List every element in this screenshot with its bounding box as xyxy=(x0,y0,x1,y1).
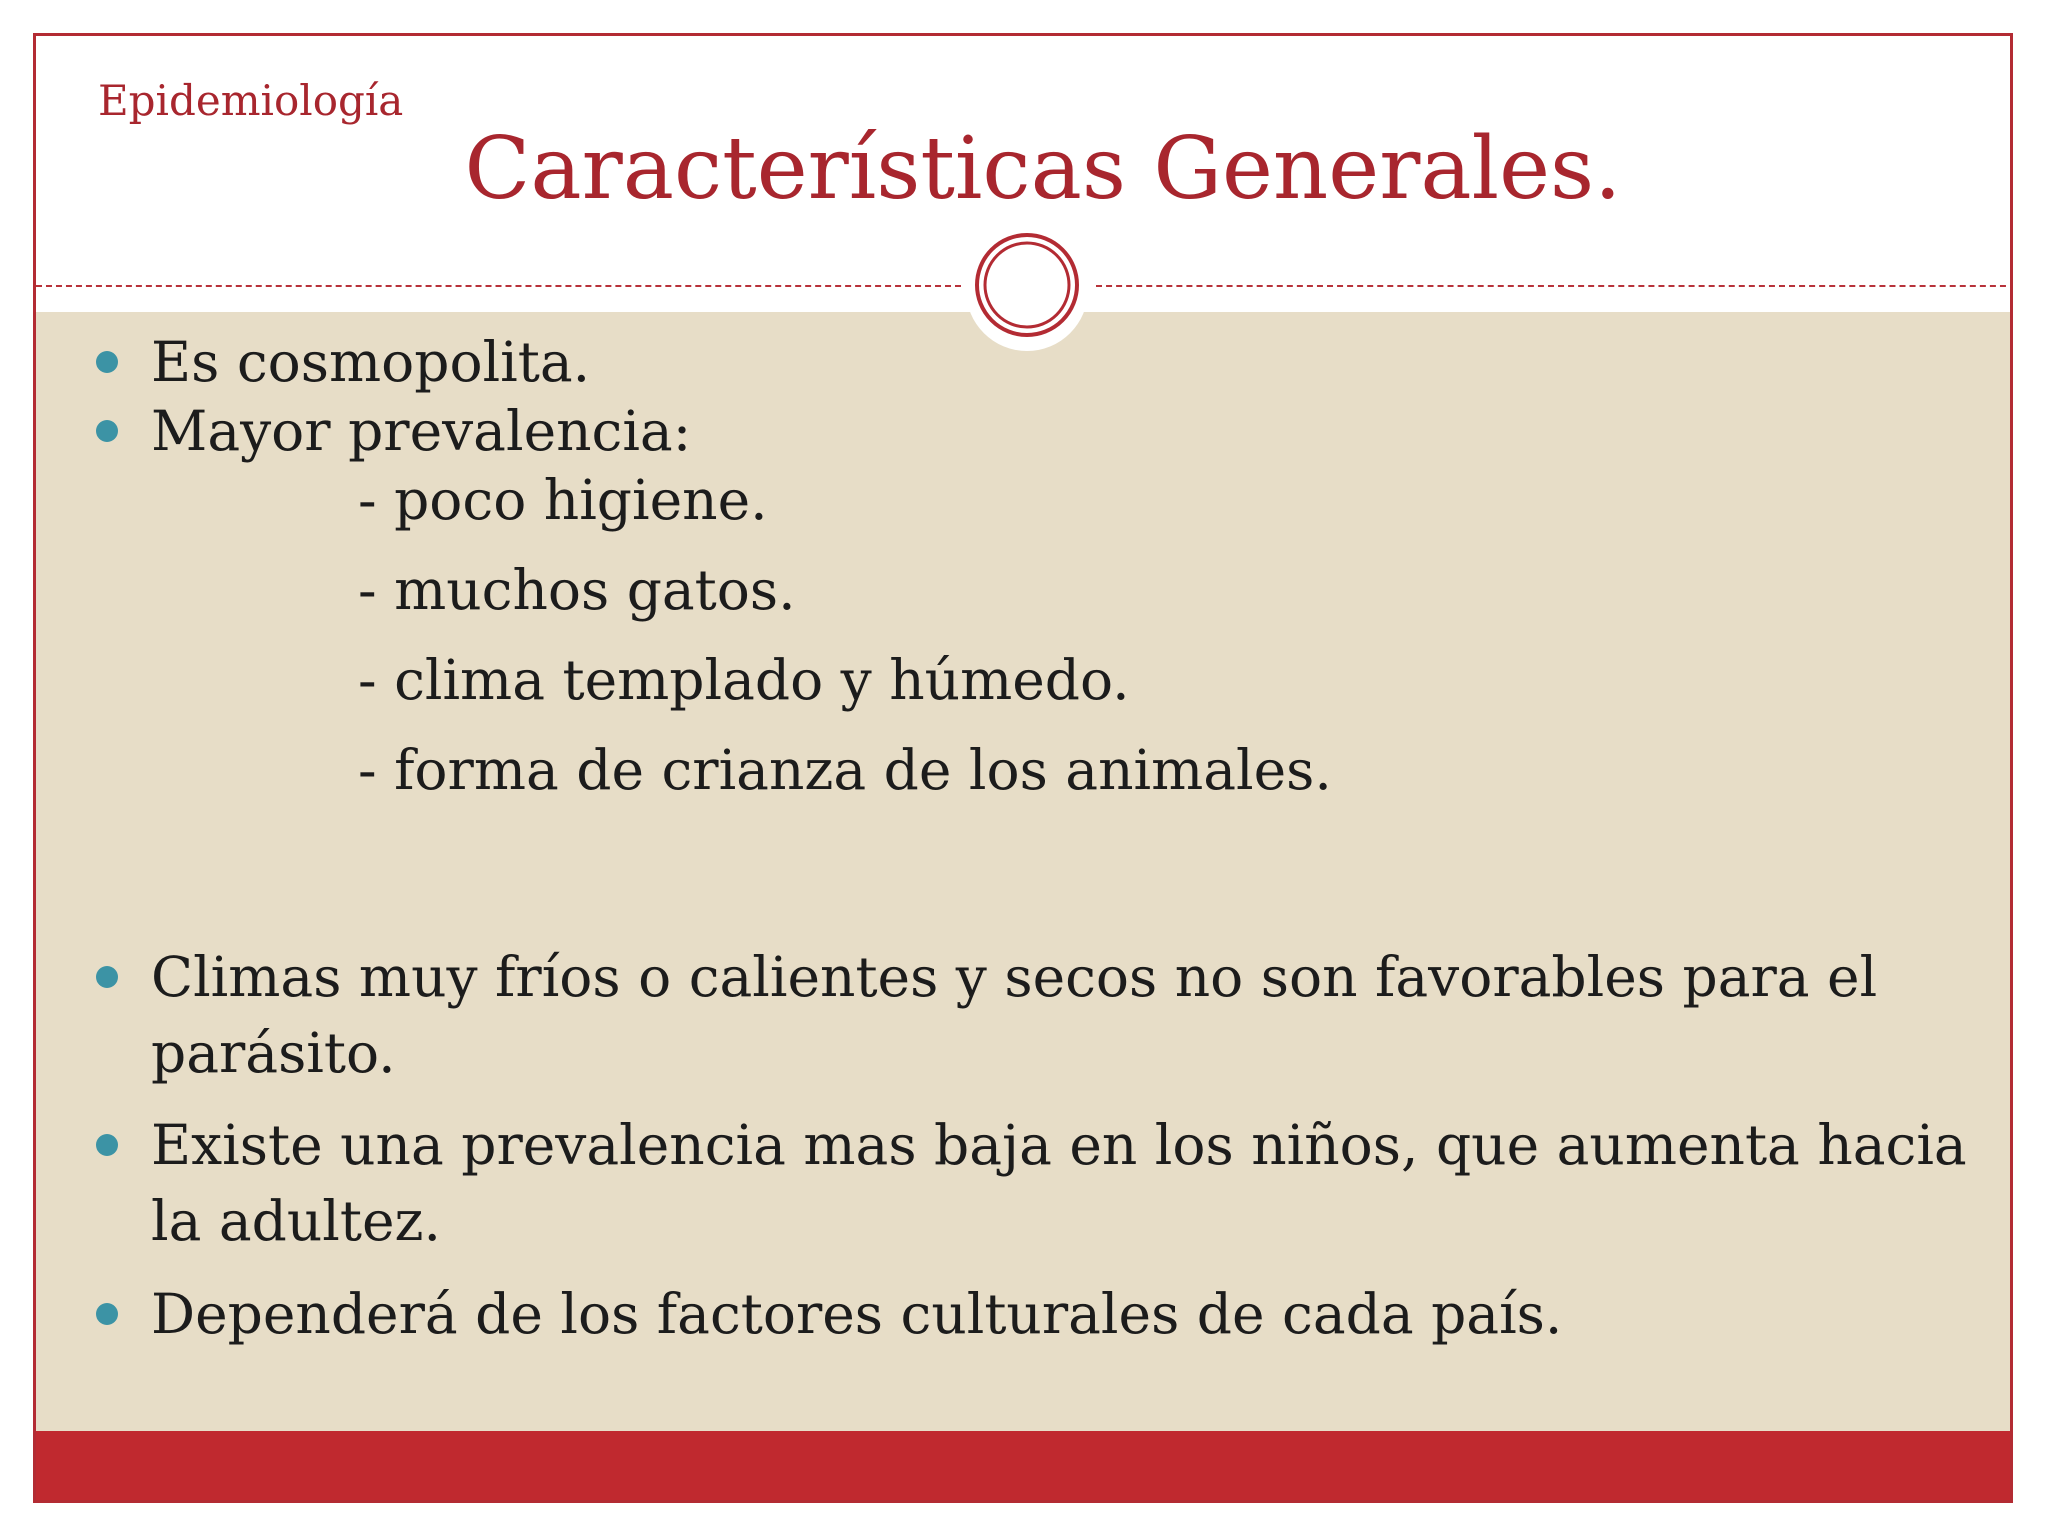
subitem-muchos-gatos: - muchos gatos. xyxy=(358,558,796,622)
slide-title: Características Generales. xyxy=(464,119,1622,219)
subitem-clima: - clima templado y húmedo. xyxy=(358,648,1130,712)
subitem-poco-higiene: - poco higiene. xyxy=(358,468,768,532)
section-subtitle: Epidemiología xyxy=(98,76,404,125)
dot-bullet-icon xyxy=(96,351,118,373)
bullet-item-climas-line2: parásito. xyxy=(151,1021,396,1085)
subitem-crianza: - forma de crianza de los animales. xyxy=(358,738,1332,802)
bullet-item-dependera: Dependerá de los factores culturales de cada país. xyxy=(151,1282,1563,1346)
footer-band xyxy=(36,1431,2010,1503)
dot-bullet-icon xyxy=(96,1303,118,1325)
bullet-item-existe-line2: la adultez. xyxy=(151,1189,441,1253)
dot-bullet-icon xyxy=(96,1134,118,1156)
content-area xyxy=(36,312,2010,1431)
bullet-item-climas-line1: Climas muy fríos o calientes y secos no son favorables para el xyxy=(151,945,1878,1009)
bullet-item-mayor-prevalencia: Mayor prevalencia: xyxy=(151,399,692,463)
bullet-item-existe-line1: Existe una prevalencia mas baja en los niños, que aumenta hacia xyxy=(151,1113,1967,1177)
dot-bullet-icon xyxy=(96,966,118,988)
bullet-item-cosmopolita: Es cosmopolita. xyxy=(151,330,591,394)
divider-right xyxy=(1096,285,2013,287)
dot-bullet-icon xyxy=(96,420,118,442)
divider-left xyxy=(36,285,961,287)
slide xyxy=(33,33,2013,1503)
